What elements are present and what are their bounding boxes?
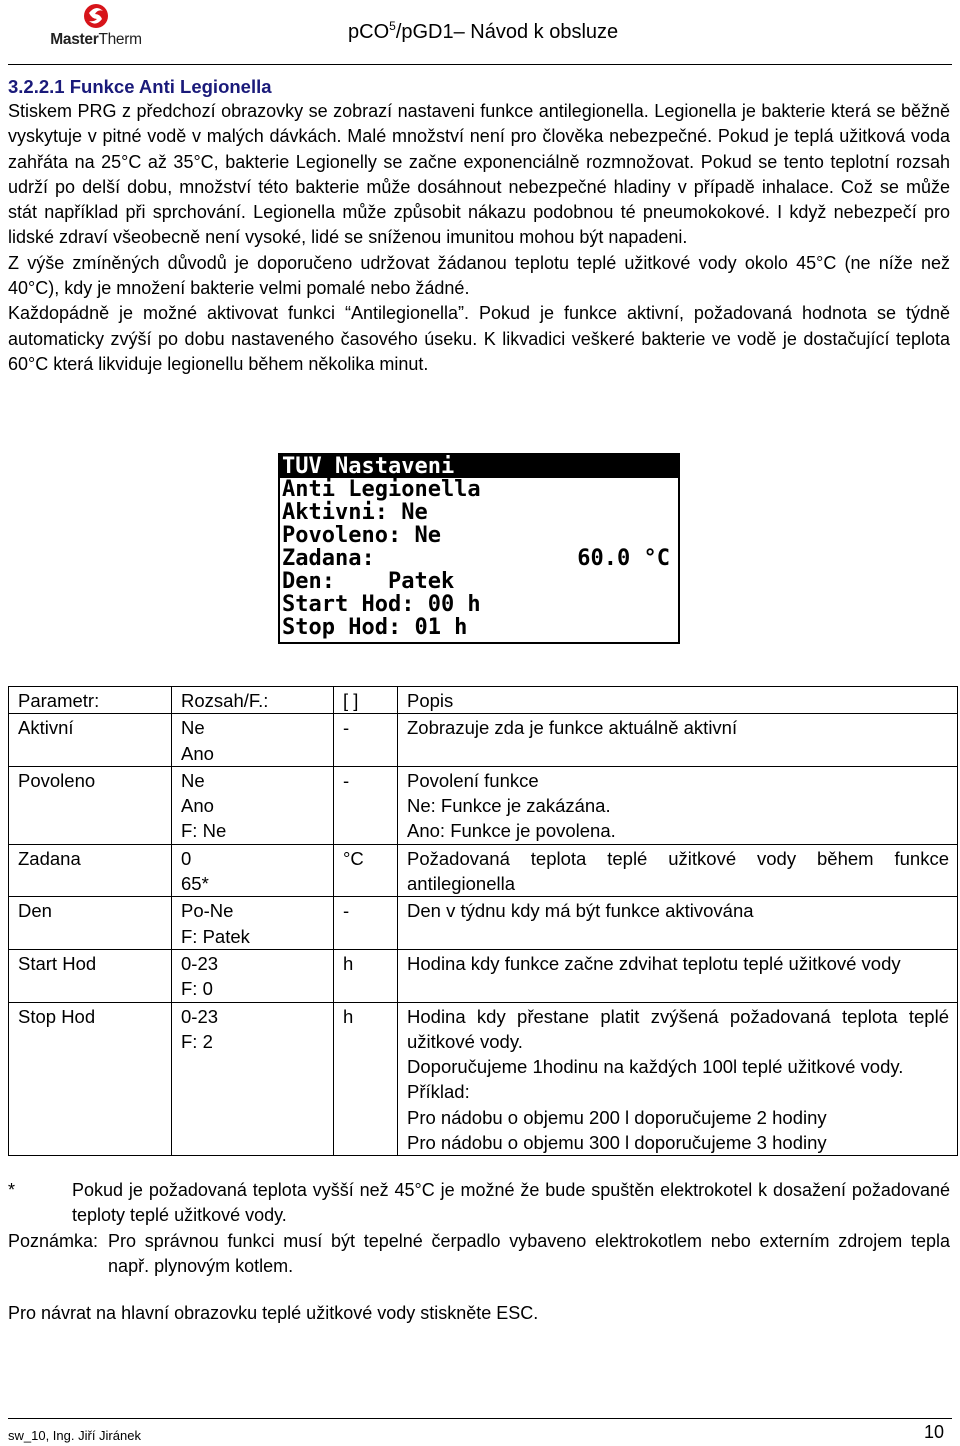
param-range: 0-23 F: 2: [172, 1002, 334, 1156]
table-header-row: [9, 687, 958, 714]
param-unit: -: [334, 714, 398, 767]
header-divider: [8, 64, 952, 65]
paragraph-activation: Každopádně je možné aktivovat funkci “Antilegionella”. Pokud je funkce aktivní, požadovaná hodnota se týdně automaticky zvýší po dobu nastaveného časového úseku. K likvadici veškeré bakterie ve vodě je dostačující teplota 60°C která likviduje legionellu během několika minut.: [8, 303, 950, 374]
lcd-title: TUV Nastaveni: [280, 455, 678, 478]
param-range: 0 65*: [172, 844, 334, 897]
param-unit: h: [334, 949, 398, 1002]
lcd-den: Den: Patek: [282, 569, 455, 594]
footer-author: sw_10, Ing. Jiří Jiránek: [8, 1428, 141, 1443]
param-description: Zobrazuje zda je funkce aktuálně aktivní: [398, 714, 958, 767]
section-body: [8, 74, 950, 377]
lcd-stop: Stop Hod: 01 h: [282, 615, 468, 640]
param-description: Povolení funkce Ne: Funkce je zakázána. Ano: Funkce je povolena.: [398, 766, 958, 844]
param-name: Den: [9, 897, 172, 950]
lcd-start: Start Hod: 00 h: [282, 592, 481, 617]
section-heading: 3.2.2.1 Funkce Anti Legionella: [8, 76, 272, 97]
param-description: Požadovaná teplota teplé užitkové vody během funkce antilegionella: [398, 844, 958, 897]
param-unit: h: [334, 1002, 398, 1156]
param-unit: °C: [334, 844, 398, 897]
param-unit: -: [334, 766, 398, 844]
paragraph-intro: Stiskem PRG z předchozí obrazovky se zobrazí nastaveni funkce antilegionella. Legionella je bakterie která se běžně vyskytuje v pitné vodě v malých dávkách. Malé množství není pro člověka nebezpečné. Pokud je teplá užitková voda zahřáta na 25°C až 35°C, bakterie Legionelly se začne exponenciálně rozmnožovat. Pokud se tento teplotní rozsah udrží po delší dobu, množství této bakterie může dosáhnout nebezpečné hladiny v případě inhalace. Což se může stát například při sprchování. Legionella může způsobit nákazu podobnou té pneumokokové. I když nebezpečí pro lidské zdraví všeobecně není vysoké, lidé se sníženou imunitou mohou být napadeni.: [8, 101, 950, 248]
param-name: Zadana: [9, 844, 172, 897]
header-cell: Rozsah/F.:: [172, 687, 334, 714]
masterterm-logo: [40, 2, 152, 52]
asterisk-note: [8, 1178, 950, 1229]
lcd-zadana-label: Zadana:: [282, 546, 375, 571]
lcd-povoleno: Povoleno: Ne: [282, 523, 441, 548]
param-range: 0-23 F: 0: [172, 949, 334, 1002]
param-name: Stop Hod: [9, 1002, 172, 1156]
remark-text: Pro správnou funkci musí být tepelné čerpadlo vybaveno elektrokotlem nebo externím zdrojem tepla např. plynovým kotlem.: [108, 1230, 950, 1276]
table-row: [9, 766, 958, 844]
param-unit: -: [334, 897, 398, 950]
table-row: [9, 949, 958, 1002]
param-range: Po-Ne F: Patek: [172, 897, 334, 950]
flame-logo-icon: [40, 2, 152, 32]
table-row: [9, 897, 958, 950]
param-name: Aktivní: [9, 714, 172, 767]
parameter-table: [8, 686, 958, 1156]
header-cell: Popis: [398, 687, 958, 714]
lcd-zadana: [280, 547, 678, 570]
header-cell: Parametr:: [9, 687, 172, 714]
param-range: Ne Ano F: Ne: [172, 766, 334, 844]
notes-block: [8, 1178, 950, 1279]
param-name: Start Hod: [9, 949, 172, 1002]
footer-divider: [8, 1418, 952, 1419]
remark-label: Poznámka:: [8, 1230, 99, 1251]
param-description: Hodina kdy funkce začne zdvihat teplotu teplé užitkové vody: [398, 949, 958, 1002]
paragraph-recommendation: Z výše zmíněných důvodů je doporučeno udržovat žádanou teplotu teplé užitkové vody okolo 45°C (ne níže než 40°C), kdy je množení bakterie velmi pomalé nebo žádné.: [8, 252, 950, 299]
header-cell: [ ]: [334, 687, 398, 714]
table-row: [9, 714, 958, 767]
lcd-screen: [278, 453, 680, 644]
param-description: Den v týdnu kdy má být funkce aktivována: [398, 897, 958, 950]
logo-wordmark: MasterTherm: [50, 31, 142, 48]
param-name: Povoleno: [9, 766, 172, 844]
asterisk-text: Pokud je požadovaná teplota vyšší než 45°C je možné že bude spuštěn elektrokotel k dosažení požadované teploty teplé užitkové vody.: [72, 1180, 950, 1226]
lcd-aktivni: Aktivni: Ne: [282, 500, 428, 525]
table-row: [9, 1002, 958, 1156]
document-title: pCO$^5$/pGD1– Návod k obsluze: [348, 19, 619, 43]
esc-instruction: Pro návrat na hlavní obrazovku teplé užitkové vody stiskněte ESC.: [8, 1303, 539, 1323]
param-description: Hodina kdy přestane platit zvýšená požadovaná teplota teplé užitkové vody. Doporučujeme 1hodinu na každých 100l teplé užitkové vody. Příklad: Pro nádobu o objemu 200 l doporučujeme 2 hodiny Pro nádobu o objemu 300 l doporučujeme 3 hodiny: [398, 1002, 958, 1156]
remark-note: [8, 1229, 950, 1280]
lcd-subtitle: Anti Legionella: [282, 477, 481, 502]
page-number: 10: [923, 1422, 944, 1442]
asterisk-label: *: [8, 1180, 16, 1200]
table-row: [9, 844, 958, 897]
lcd-zadana-value: 60.0 °C: [577, 546, 670, 571]
param-range: Ne Ano: [172, 714, 334, 767]
